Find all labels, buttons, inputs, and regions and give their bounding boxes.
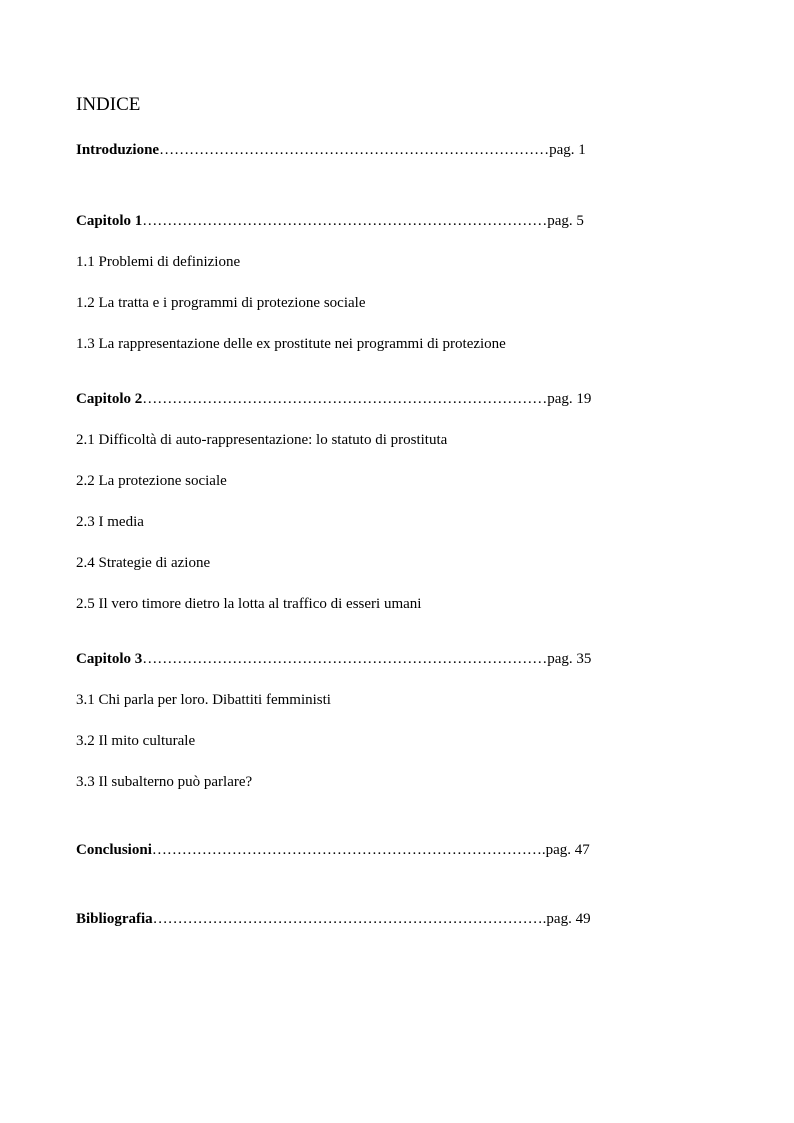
- toc-entry-capitolo-1[interactable]: [76, 212, 584, 230]
- toc-section-2-5[interactable]: 2.5 Il vero timore dietro la lotta al traffico di esseri umani: [76, 596, 422, 612]
- toc-section-1-2[interactable]: 1.2 La tratta e i programmi di protezione sociale: [76, 295, 366, 311]
- toc-section-1-3[interactable]: 1.3 La rappresentazione delle ex prostitute nei programmi di protezione: [76, 336, 506, 352]
- entry-label: Introduzione: [76, 142, 160, 158]
- toc-section-3-2[interactable]: 3.2 Il mito culturale: [76, 733, 196, 749]
- toc-section-1-1[interactable]: 1.1 Problemi di definizione: [76, 254, 241, 270]
- entry-leader-dots: ……………………………………………………………………: [151, 842, 542, 858]
- entry-label: Capitolo 3: [76, 651, 143, 667]
- page-title: INDICE: [76, 94, 141, 115]
- entry-page: pag. 5: [547, 213, 584, 229]
- entry-leader-dots: ……………………………………………………………………: [159, 142, 550, 158]
- entry-leader-dots: ……………………………………………………………………: [152, 911, 543, 927]
- entry-page: .pag. 49: [542, 911, 591, 927]
- toc-section-2-4[interactable]: 2.4 Strategie di azione: [76, 555, 211, 571]
- toc-entry-bibliografia[interactable]: [76, 910, 591, 928]
- entry-label: Capitolo 1: [76, 213, 143, 229]
- toc-section-2-1[interactable]: 2.1 Difficoltà di auto-rappresentazione: lo statuto di prostituta: [76, 432, 448, 448]
- entry-page: pag. 1: [549, 142, 586, 158]
- toc-entry-conclusioni[interactable]: [76, 841, 590, 859]
- toc-entry-capitolo-2[interactable]: [76, 390, 591, 408]
- entry-page: pag. 19: [547, 391, 592, 407]
- toc-section-2-2[interactable]: 2.2 La protezione sociale: [76, 473, 227, 489]
- entry-page: .pag. 47: [541, 842, 590, 858]
- toc-section-2-3[interactable]: 2.3 I media: [76, 514, 144, 530]
- toc-entry-introduzione[interactable]: [76, 141, 586, 159]
- entry-page: pag. 35: [547, 651, 592, 667]
- toc-section-3-3[interactable]: 3.3 Il subalterno può parlare?: [76, 774, 253, 790]
- entry-leader-dots: ………………………………………………………………………: [142, 213, 548, 229]
- toc-entry-capitolo-3[interactable]: [76, 650, 591, 668]
- entry-leader-dots: ………………………………………………………………………: [142, 651, 548, 667]
- toc-section-3-1[interactable]: 3.1 Chi parla per loro. Dibattiti femministi: [76, 692, 331, 708]
- entry-label: Bibliografia: [76, 911, 153, 927]
- entry-label: Conclusioni: [76, 842, 152, 858]
- entry-leader-dots: ………………………………………………………………………: [142, 391, 548, 407]
- entry-label: Capitolo 2: [76, 391, 143, 407]
